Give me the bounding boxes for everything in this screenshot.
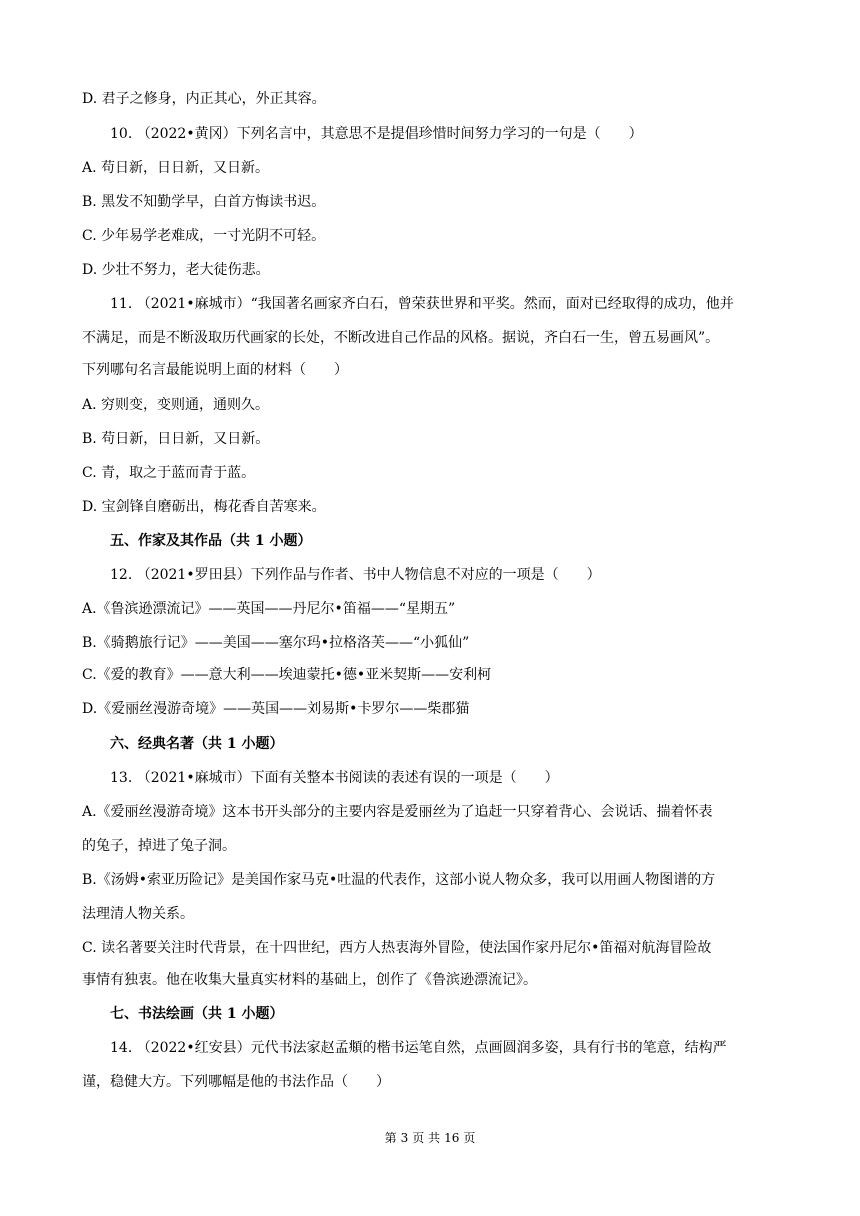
q13-option-c-line-1: C. 读名著要关注时代背景，在十四世纪，西方人热衷海外冒险，使法国作家丹尼尔•笛福对航海冒险故 (82, 940, 712, 956)
q14-stem-line-1: 14. （2022•红安县）元代书法家赵孟頫的楷书运笔自然，点画圆润多姿，具有行书的笔意，结构严 (110, 1040, 727, 1056)
section-heading-6: 六、经典名著（共 1 小题） (110, 736, 284, 752)
q12-option-c: C.《爱的教育》——意大利——埃迪蒙托•德•亚米契斯——安利柯 (82, 667, 492, 683)
q10-option-a: A. 苟日新，日日新，又日新。 (82, 160, 270, 176)
q12-option-d: D.《爱丽丝漫游奇境》——英国——刘易斯•卡罗尔——柴郡猫 (82, 701, 470, 717)
q12-stem: 12. （2021•罗田县）下列作品与作者、书中人物信息不对应的一项是（ ） (110, 567, 601, 583)
q12-option-b: B.《骑鹅旅行记》——美国——塞尔玛•拉格洛芙——“小狐仙” (82, 635, 470, 651)
q10-stem: 10. （2022•黄冈）下列名言中，其意思不是提倡珍惜时间努力学习的一句是（ ） (110, 126, 643, 142)
q11-stem-line-3: 下列哪句名言最能说明上面的材料（ ） (82, 362, 348, 378)
footer-page-number: 3 (400, 1131, 409, 1145)
q11-option-b: B. 苟日新，日日新，又日新。 (82, 431, 270, 447)
footer-total-pages: 16 (444, 1131, 460, 1145)
q11-option-a: A. 穷则变，变则通，通则久。 (82, 397, 270, 413)
q11-stem-line-1: 11. （2021•麻城市）“我国著名画家齐白石，曾荣获世界和平奖。然而，面对已经取得的成功，他并 (110, 296, 734, 312)
q11-stem-line-2: 不满足，而是不断汲取历代画家的长处，不断改进自己作品的风格。据说，齐白石一生，曾五易画风”。 (82, 330, 720, 346)
footer-suffix: 页 (463, 1131, 476, 1145)
q11-option-d: D. 宝剑锋自磨砺出，梅花香自苦寒来。 (82, 499, 326, 515)
q13-option-a-line-2: 的兔子，掉进了兔子洞。 (82, 838, 236, 854)
q10-option-d: D. 少壮不努力，老大徒伤悲。 (82, 262, 270, 278)
q13-stem: 13. （2021•麻城市）下面有关整本书阅读的表述有误的一项是（ ） (110, 770, 559, 786)
q13-option-b-line-1: B.《汤姆•索亚历险记》是美国作家马克•吐温的代表作，这部小说人物众多，我可以用画人物图谱的方 (82, 872, 716, 888)
page-footer (0, 1130, 860, 1146)
q13-option-c-line-2: 事情有独衷。他在收集大量真实材料的基础上，创作了《鲁滨逊漂流记》。 (82, 972, 537, 988)
q10-option-b: B. 黑发不知勤学早，白首方悔读书迟。 (82, 194, 326, 210)
q9-option-d: D. 君子之修身，内正其心，外正其容。 (82, 91, 326, 107)
q13-option-b-line-2: 法理清人物关系。 (82, 906, 194, 922)
q13-option-a-line-1: A.《爱丽丝漫游奇境》这本书开头部分的主要内容是爱丽丝为了追赶一只穿着背心、会说话、揣着怀表 (82, 804, 713, 820)
section-heading-7: 七、书法绘画（共 1 小题） (110, 1006, 284, 1022)
footer-middle: 页 共 (412, 1131, 441, 1145)
q10-option-c: C. 少年易学老难成，一寸光阴不可轻。 (82, 228, 326, 244)
q14-stem-line-2: 谨，稳健大方。下列哪幅是他的书法作品（ ） (82, 1074, 390, 1090)
q11-option-c: C. 青，取之于蓝而青于蓝。 (82, 465, 256, 481)
footer-prefix: 第 (384, 1131, 397, 1145)
section-heading-5: 五、作家及其作品（共 1 小题） (110, 533, 312, 549)
q12-option-a: A.《鲁滨逊漂流记》——英国——丹尼尔•笛福——“星期五” (82, 601, 456, 617)
